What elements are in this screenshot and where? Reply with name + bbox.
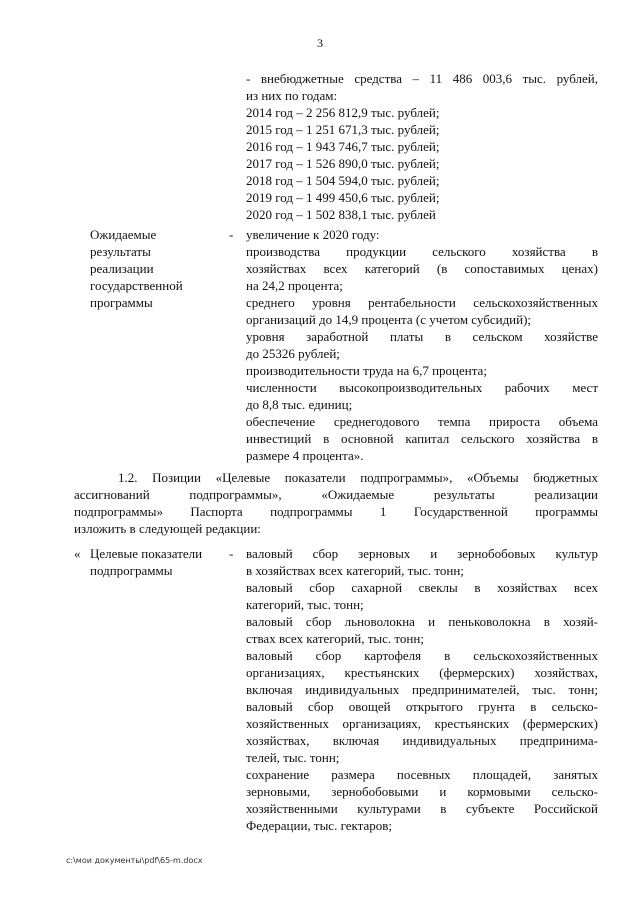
- target-indicator-line: ствах всех категорий, тыс. тонн;: [246, 631, 424, 646]
- expected-results-label: программы: [90, 295, 153, 310]
- target-indicator-line: организациях, крестьянских (фермерских) хозяйствах,: [246, 665, 598, 680]
- funding-line: 2017 год – 1 526 890,0 тыс. рублей;: [246, 156, 440, 171]
- funding-line: 2018 год – 1 504 594,0 тыс. рублей;: [246, 173, 440, 188]
- expected-results-label: Ожидаемые: [90, 227, 157, 242]
- paragraph-line: подпрограммы» Паспорта подпрограммы 1 Государственной программы: [74, 504, 598, 519]
- target-indicator-line: валовый сбор овощей открытого грунта в сельско-: [246, 699, 598, 714]
- paragraph-line: 1.2. Позиции «Целевые показатели подпрограммы», «Объемы бюджетных: [118, 470, 598, 485]
- target-indicator-line: валовый сбор сахарной свеклы в хозяйствах всех: [246, 580, 598, 595]
- funding-line: 2014 год – 2 256 812,9 тыс. рублей;: [246, 105, 440, 120]
- target-indicator-line: категорий, тыс. тонн;: [246, 597, 364, 612]
- expected-results-line: производительности труда на 6,7 процента;: [246, 363, 487, 378]
- expected-results-line: обеспечение среднегодового темпа прироста объема: [246, 414, 598, 429]
- paragraph-line: изложить в следующей редакции:: [74, 521, 261, 536]
- expected-results-line: до 25326 рублей;: [246, 346, 340, 361]
- expected-results-line: организаций до 14,9 процента (с учетом субсидий);: [246, 312, 532, 327]
- funding-line: - внебюджетные средства – 11 486 003,6 тыс. рублей,: [246, 71, 598, 86]
- target-indicators-dash: -: [229, 546, 234, 561]
- target-indicators-label: Целевые показатели: [90, 546, 203, 561]
- target-indicator-line: хозяйствах, включая индивидуальных предпринима-: [246, 733, 598, 748]
- expected-results-line: размере 4 процента».: [246, 448, 364, 463]
- expected-results-line: среднего уровня рентабельности сельскохозяйственных: [246, 295, 598, 310]
- expected-results-line: хозяйствах всех категорий (в сопоставимых ценах): [246, 261, 598, 276]
- quote-mark: «: [74, 546, 81, 561]
- footer-file-path: c:\мои документы\pdf\65-m.docx: [66, 856, 203, 865]
- target-indicators-label: подпрограммы: [90, 563, 173, 578]
- target-indicator-line: телей, тыс. тонн;: [246, 750, 340, 765]
- expected-results-line: уровня заработной платы в сельском хозяйстве: [246, 329, 598, 344]
- expected-results-line: до 8,8 тыс. единиц;: [246, 397, 353, 412]
- funding-line: 2020 год – 1 502 838,1 тыс. рублей: [246, 207, 436, 222]
- expected-results-line: производства продукции сельского хозяйства в: [246, 244, 598, 259]
- target-indicator-line: валовый сбор льноволокна и пеньковолокна в хозяй-: [246, 614, 598, 629]
- expected-results-line: на 24,2 процента;: [246, 278, 343, 293]
- expected-results-label: реализации: [90, 261, 154, 276]
- expected-results-line: численности высокопроизводительных рабочих мест: [246, 380, 598, 395]
- target-indicator-line: зерновыми, зернобобовыми и кормовыми сельско-: [246, 784, 598, 799]
- target-indicator-line: валовый сбор зерновых и зернобобовых культур: [246, 546, 598, 561]
- target-indicator-line: включая индивидуальных предпринимателей, тыс. тонн;: [246, 682, 598, 697]
- funding-line: 2016 год – 1 943 746,7 тыс. рублей;: [246, 139, 440, 154]
- expected-results-dash: -: [229, 227, 234, 242]
- funding-line: 2019 год – 1 499 450,6 тыс. рублей;: [246, 190, 440, 205]
- funding-line: из них по годам:: [246, 88, 338, 103]
- target-indicator-line: хозяйственных организациях, крестьянских (фермерских): [246, 716, 598, 731]
- target-indicator-line: в хозяйствах всех категорий, тыс. тонн;: [246, 563, 464, 578]
- expected-results-label: государственной: [90, 278, 183, 293]
- expected-results-line: инвестиций в основной капитал сельского хозяйства в: [246, 431, 598, 446]
- expected-results-line: увеличение к 2020 году:: [246, 227, 380, 242]
- page-number: 3: [317, 36, 323, 50]
- funding-line: 2015 год – 1 251 671,3 тыс. рублей;: [246, 122, 440, 137]
- target-indicator-line: Федерации, тыс. гектаров;: [246, 818, 393, 833]
- paragraph-line: ассигнований подпрограммы», «Ожидаемые результаты реализации: [74, 487, 598, 502]
- expected-results-label: результаты: [90, 244, 151, 259]
- target-indicator-line: сохранение размера посевных площадей, занятых: [246, 767, 598, 782]
- target-indicator-line: валовый сбор картофеля в сельскохозяйственных: [246, 648, 598, 663]
- target-indicator-line: хозяйственными культурами в субъекте Российской: [246, 801, 598, 816]
